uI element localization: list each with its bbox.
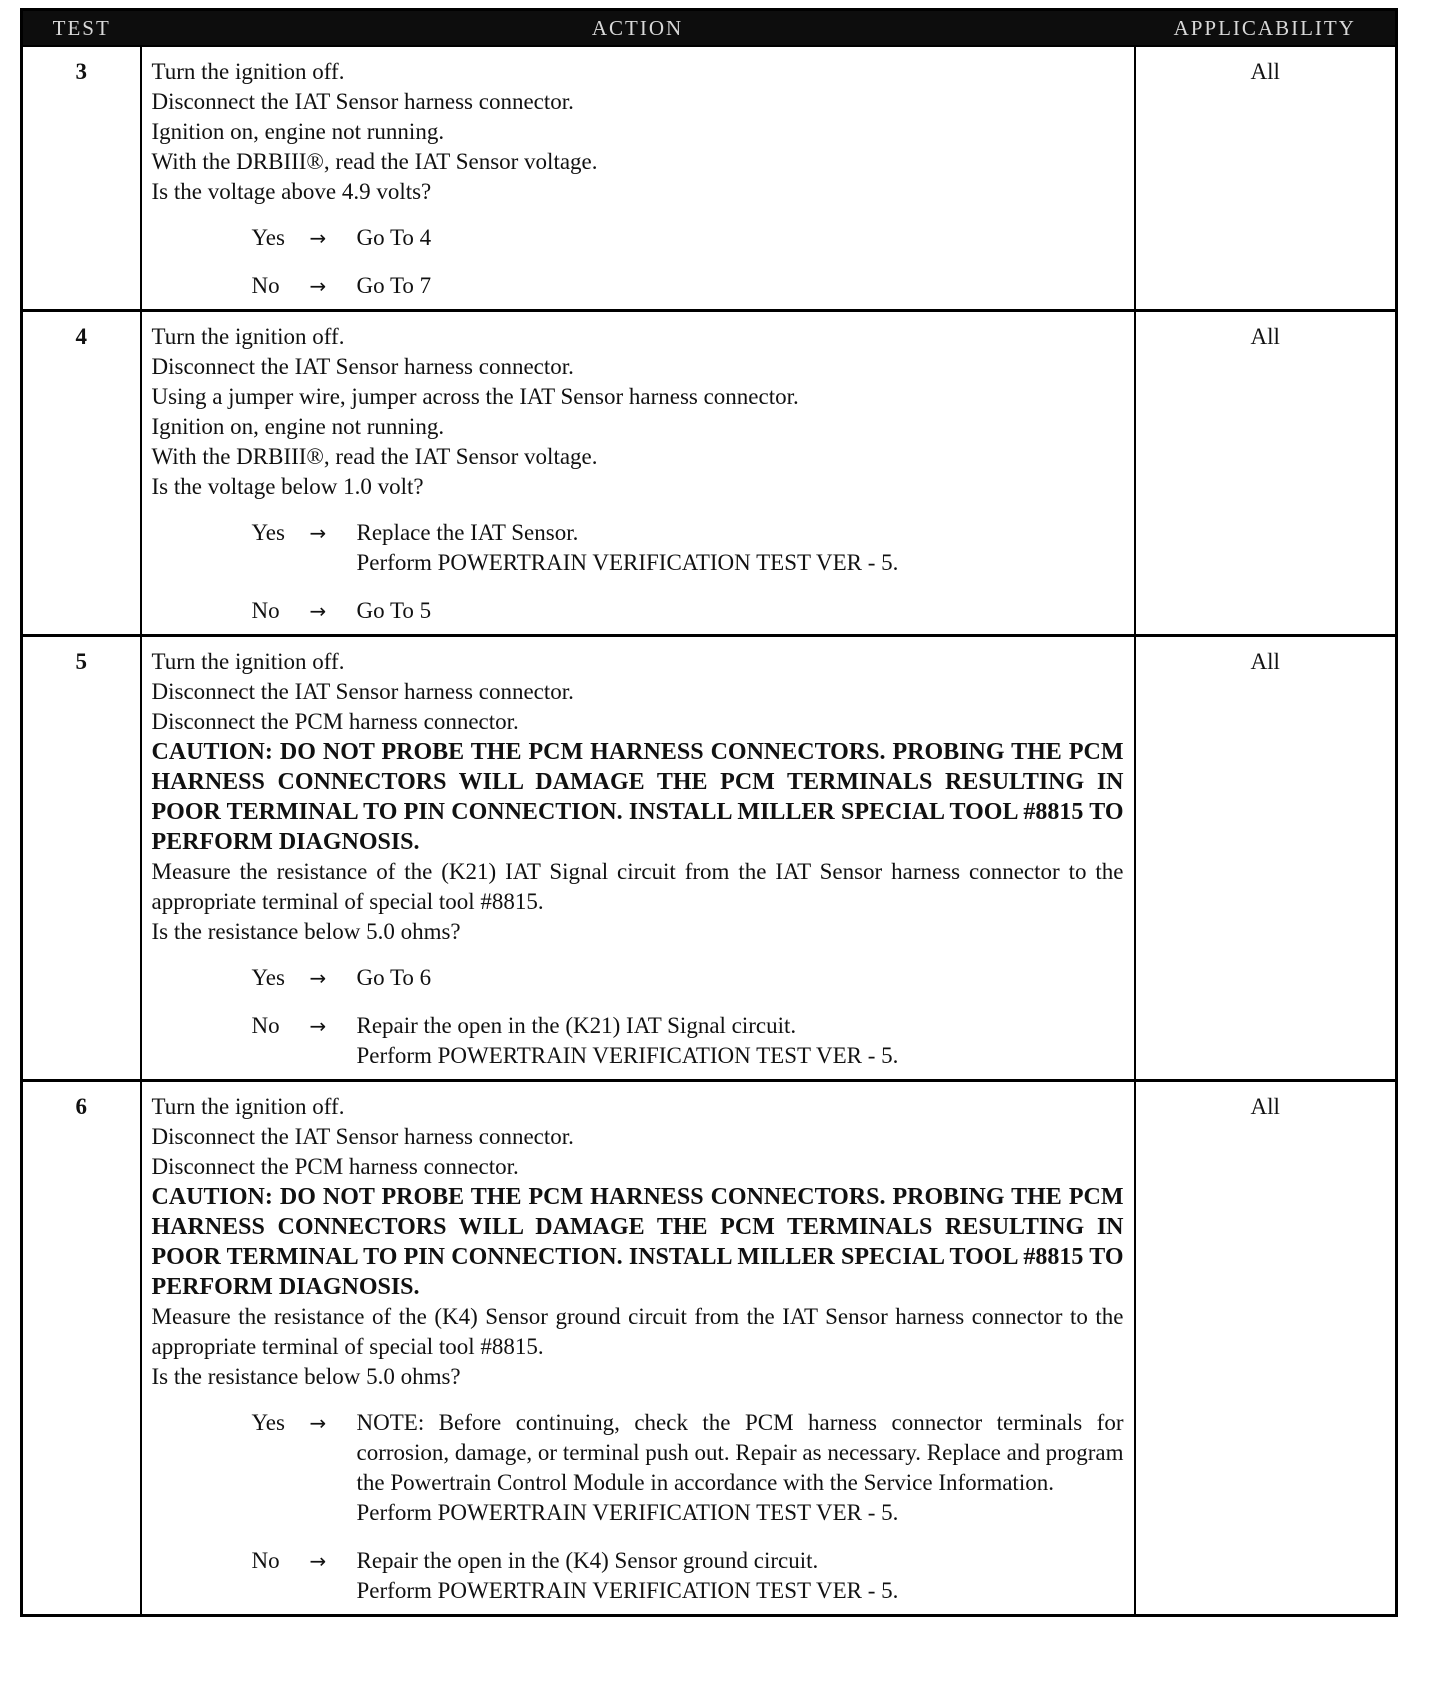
action-step: Disconnect the PCM harness connector.	[151, 709, 519, 734]
table-row	[22, 311, 1397, 636]
right-arrow-icon: →	[309, 274, 327, 298]
note-text: NOTE: Before continuing, check the PCM harness connector terminals for corrosion, damage, or terminal push out. Repair as necessary. Replace and program the Powertrain Control Module in accordance with the Service Information.	[356, 1410, 1124, 1495]
yes-result	[357, 963, 1124, 993]
action-step: With the DRBIII®, read the IAT Sensor voltage.	[151, 444, 598, 469]
table-row	[22, 1081, 1397, 1616]
result-line: Go To 4	[356, 225, 432, 250]
test-question: Is the resistance below 5.0 ohms?	[151, 919, 461, 944]
no-outcome	[152, 1546, 1124, 1606]
no-outcome	[152, 271, 1124, 301]
action-step: Is the voltage above 4.9 volts?	[151, 179, 432, 204]
result-line: Perform POWERTRAIN VERIFICATION TEST VER - 5.	[356, 1500, 899, 1525]
applicability-cell: All	[1135, 636, 1397, 1081]
diagnostic-test-sheet	[20, 8, 1395, 1617]
yes-outcome	[152, 1408, 1124, 1528]
result-line: Perform POWERTRAIN VERIFICATION TEST VER - 5.	[356, 550, 899, 575]
applicability-cell: All	[1135, 46, 1397, 311]
result-line: Go To 6	[356, 965, 432, 990]
action-cell	[141, 46, 1135, 311]
action-step: Disconnect the IAT Sensor harness connector.	[151, 354, 574, 379]
table-row	[22, 636, 1397, 1081]
action-step: Turn the ignition off.	[151, 324, 345, 349]
action-cell	[141, 311, 1135, 636]
yes-label: Yes	[251, 1410, 285, 1435]
right-arrow-icon: →	[309, 1549, 327, 1573]
result-line: Go To 5	[356, 598, 432, 623]
action-step: Disconnect the PCM harness connector.	[151, 1154, 519, 1179]
action-step: Turn the ignition off.	[151, 649, 345, 674]
yes-outcome	[152, 223, 1124, 253]
right-arrow-icon: →	[309, 226, 327, 250]
right-arrow-icon: →	[309, 1014, 327, 1038]
header-applicability: APPLICABILITY	[1135, 10, 1397, 47]
no-result	[357, 271, 1124, 301]
right-arrow-icon: →	[309, 599, 327, 623]
test-number: 4	[22, 311, 141, 636]
result-line: Repair the open in the (K21) IAT Signal circuit.	[356, 1013, 797, 1038]
action-step: Ignition on, engine not running.	[151, 119, 445, 144]
action-step: Disconnect the IAT Sensor harness connector.	[151, 89, 574, 114]
yes-label: Yes	[251, 965, 285, 990]
no-label: No	[251, 1013, 280, 1038]
yes-outcome	[152, 518, 1124, 578]
measure-instruction: Measure the resistance of the (K4) Sensor ground circuit from the IAT Sensor harness connector to the appropriate terminal of special tool #8815.	[151, 1304, 1124, 1359]
measure-instruction: Measure the resistance of the (K21) IAT Signal circuit from the IAT Sensor harness connector to the appropriate terminal of special tool #8815.	[151, 859, 1124, 914]
yes-result	[357, 518, 1124, 578]
table-body	[22, 46, 1397, 1616]
result-line: Perform POWERTRAIN VERIFICATION TEST VER - 5.	[356, 1578, 899, 1603]
test-question: Is the resistance below 5.0 ohms?	[151, 1364, 461, 1389]
test-number: 6	[22, 1081, 141, 1616]
action-step: Using a jumper wire, jumper across the IAT Sensor harness connector.	[151, 384, 799, 409]
result-line: Perform POWERTRAIN VERIFICATION TEST VER - 5.	[356, 1043, 899, 1068]
no-outcome	[152, 1011, 1124, 1071]
right-arrow-icon: →	[309, 1411, 327, 1435]
action-cell	[141, 636, 1135, 1081]
action-step: Turn the ignition off.	[151, 1094, 345, 1119]
yes-label: Yes	[251, 520, 285, 545]
diagnostic-table	[20, 8, 1398, 1617]
action-step: Disconnect the IAT Sensor harness connector.	[151, 1124, 574, 1149]
action-cell	[141, 1081, 1135, 1616]
test-number: 5	[22, 636, 141, 1081]
yes-result	[357, 1408, 1124, 1528]
right-arrow-icon: →	[309, 521, 327, 545]
header-action: ACTION	[141, 10, 1135, 47]
yes-outcome	[152, 963, 1124, 993]
result-line: Replace the IAT Sensor.	[356, 520, 579, 545]
header-test: TEST	[22, 10, 141, 47]
result-line: Go To 7	[356, 273, 432, 298]
result-line: Repair the open in the (K4) Sensor ground circuit.	[356, 1548, 819, 1573]
no-outcome	[152, 596, 1124, 626]
no-label: No	[251, 1548, 280, 1573]
no-result	[357, 596, 1124, 626]
action-step: With the DRBIII®, read the IAT Sensor voltage.	[151, 149, 598, 174]
right-arrow-icon: →	[309, 966, 327, 990]
test-number: 3	[22, 46, 141, 311]
yes-label: Yes	[251, 225, 285, 250]
action-step: Is the voltage below 1.0 volt?	[151, 474, 424, 499]
no-result	[357, 1546, 1124, 1606]
table-header	[22, 10, 1397, 47]
caution-text: CAUTION: DO NOT PROBE THE PCM HARNESS CONNECTORS. PROBING THE PCM HARNESS CONNECTORS WILL DAMAGE THE PCM TERMINALS RESULTING IN POOR TERMINAL TO PIN CONNECTION. INSTALL MILLER SPECIAL TOOL #8815 TO PERFORM DIAGNOSIS.	[151, 739, 1124, 855]
no-label: No	[251, 598, 280, 623]
action-step: Disconnect the IAT Sensor harness connector.	[151, 679, 574, 704]
applicability-cell: All	[1135, 1081, 1397, 1616]
action-step: Ignition on, engine not running.	[151, 414, 445, 439]
table-row	[22, 46, 1397, 311]
yes-result	[357, 223, 1124, 253]
applicability-cell: All	[1135, 311, 1397, 636]
action-step: Turn the ignition off.	[151, 59, 345, 84]
no-label: No	[251, 273, 280, 298]
no-result	[357, 1011, 1124, 1071]
caution-text: CAUTION: DO NOT PROBE THE PCM HARNESS CONNECTORS. PROBING THE PCM HARNESS CONNECTORS WILL DAMAGE THE PCM TERMINALS RESULTING IN POOR TERMINAL TO PIN CONNECTION. INSTALL MILLER SPECIAL TOOL #8815 TO PERFORM DIAGNOSIS.	[151, 1184, 1124, 1300]
